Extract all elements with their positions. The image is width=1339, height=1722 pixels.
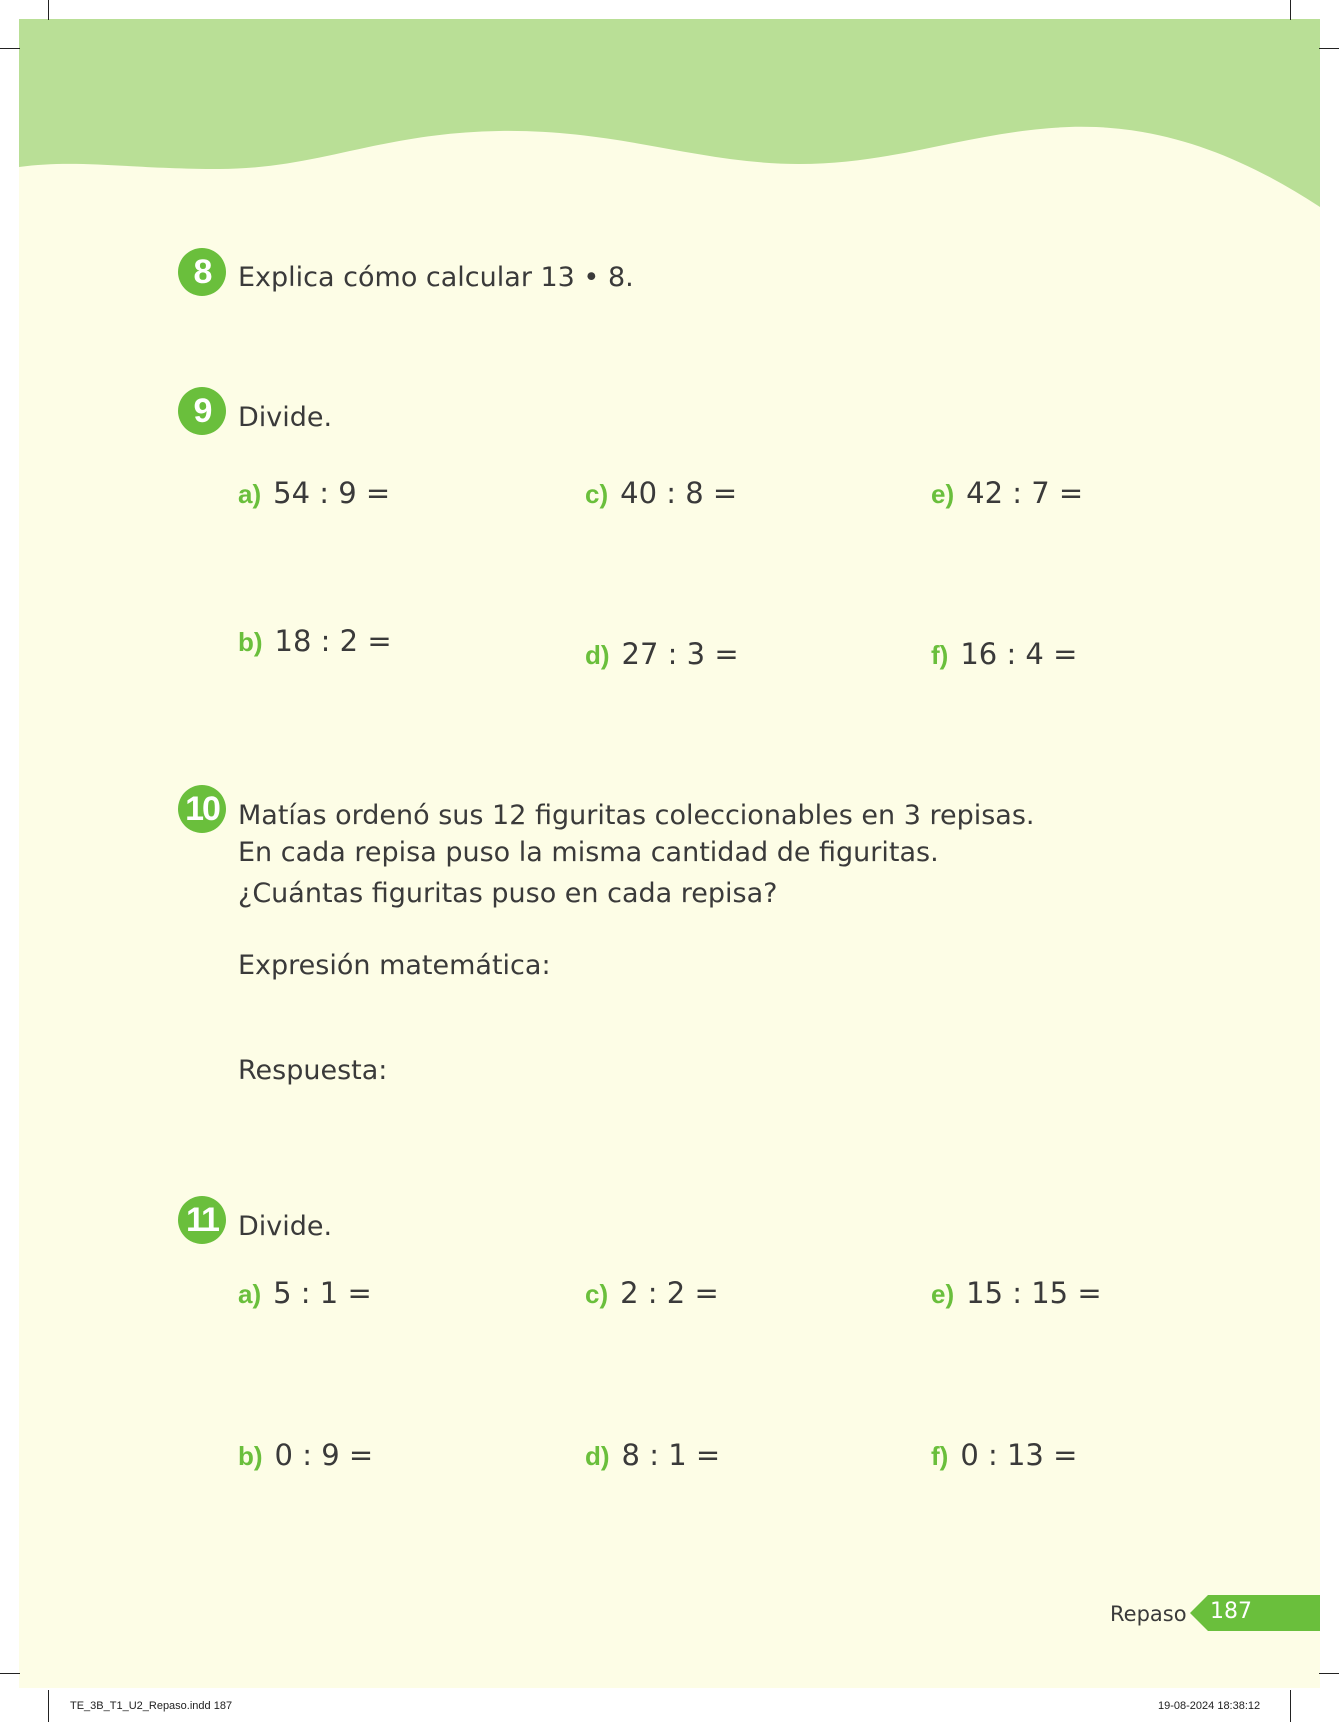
item-expression: 0 : 13 = xyxy=(960,1438,1078,1472)
division-item-11d xyxy=(585,1438,720,1472)
exercise-10-line-3: ¿Cuántas figuritas puso en cada repisa? xyxy=(238,878,778,909)
division-item-9f xyxy=(931,637,1077,671)
item-expression: 2 : 2 = xyxy=(620,1276,719,1310)
item-expression: 40 : 8 = xyxy=(620,476,738,510)
answer-label: Respuesta: xyxy=(238,1055,388,1086)
item-label: f) xyxy=(931,1441,949,1471)
item-expression: 8 : 1 = xyxy=(621,1438,721,1472)
item-label: a) xyxy=(238,1279,262,1309)
item-expression: 18 : 2 = xyxy=(274,624,392,658)
item-label: b) xyxy=(238,1441,263,1471)
division-item-11e xyxy=(931,1276,1102,1310)
item-expression: 54 : 9 = xyxy=(273,476,391,510)
item-label: a) xyxy=(238,479,262,509)
item-label: b) xyxy=(238,627,263,657)
division-item-11f xyxy=(931,1438,1077,1472)
crop-mark xyxy=(0,48,20,49)
division-item-11c xyxy=(585,1276,719,1310)
print-slug-file: TE_3B_T1_U2_Repaso.indd 187 xyxy=(70,1700,233,1712)
print-slug-date: 19-08-2024 18:38:12 xyxy=(1158,1700,1261,1712)
division-item-9b xyxy=(238,624,392,658)
division-item-11a xyxy=(238,1276,372,1310)
exercise-number-9: 9 xyxy=(178,387,226,435)
expression-label: Expresión matemática: xyxy=(238,950,551,981)
footer-section-title: Repaso xyxy=(1110,1602,1187,1626)
crop-mark xyxy=(48,1690,49,1722)
division-item-11b xyxy=(238,1438,373,1472)
item-label: f) xyxy=(931,640,949,670)
division-item-9a xyxy=(238,476,390,510)
crop-mark xyxy=(1319,48,1339,49)
exercise-10-line-2: En cada repisa puso la misma cantidad de figuritas. xyxy=(238,837,939,868)
exercise-number-11: 11 xyxy=(178,1196,226,1244)
division-item-9d xyxy=(585,637,739,671)
exercise-10-line-1: Matías ordenó sus 12 figuritas coleccionables en 3 repisas. xyxy=(238,800,1035,831)
item-label: d) xyxy=(585,640,610,670)
item-expression: 0 : 9 = xyxy=(274,1438,374,1472)
item-expression: 42 : 7 = xyxy=(966,476,1084,510)
item-label: e) xyxy=(931,479,955,509)
item-expression: 5 : 1 = xyxy=(273,1276,372,1310)
division-item-9e xyxy=(931,476,1083,510)
header-wave xyxy=(19,19,1320,214)
division-item-9c xyxy=(585,476,737,510)
exercise-number-8: 8 xyxy=(178,248,226,296)
item-label: e) xyxy=(931,1279,955,1309)
item-expression: 15 : 15 = xyxy=(966,1276,1102,1310)
item-label: c) xyxy=(585,479,609,509)
crop-mark xyxy=(48,0,49,20)
crop-mark xyxy=(1290,1690,1291,1722)
item-expression: 16 : 4 = xyxy=(960,637,1078,671)
item-expression: 27 : 3 = xyxy=(621,637,739,671)
exercise-9-prompt: Divide. xyxy=(238,402,333,433)
exercise-number-10: 10 xyxy=(178,785,226,833)
crop-mark xyxy=(1290,0,1291,20)
exercise-11-prompt: Divide. xyxy=(238,1211,333,1242)
item-label: c) xyxy=(585,1279,609,1309)
item-label: d) xyxy=(585,1441,610,1471)
crop-mark xyxy=(1319,1673,1339,1674)
exercise-8-prompt: Explica cómo calcular 13 • 8. xyxy=(238,262,634,293)
page-number: 187 xyxy=(1210,1599,1252,1624)
crop-mark xyxy=(0,1673,20,1674)
